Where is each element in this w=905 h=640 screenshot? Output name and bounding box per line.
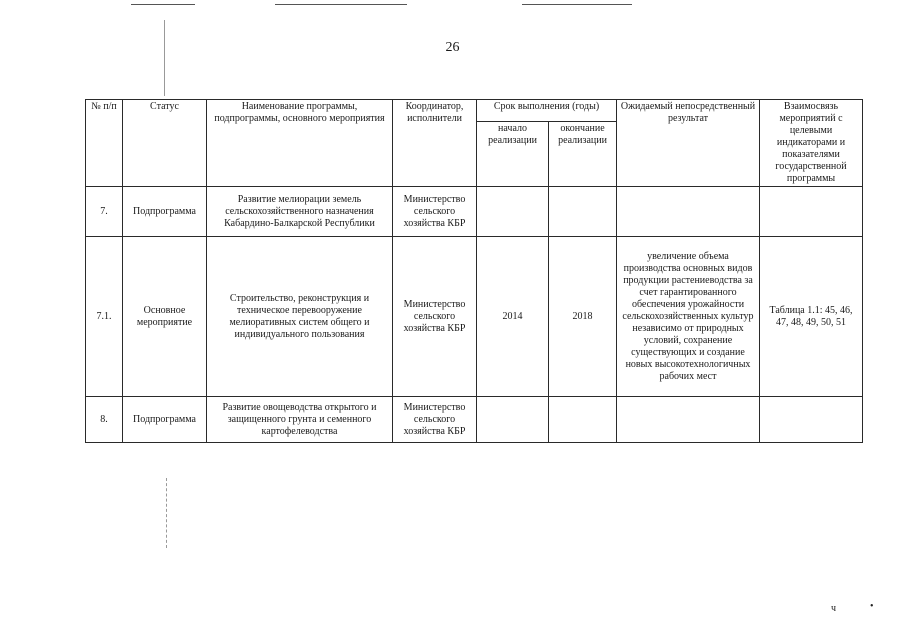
cell-result: увеличение объема производства основных видов продукции растениеводства за счет гарантированного обеспечения урожайности сельскохозяйственных культур независимо от природных условий, сохранение существующих и создание новых высокотехнологичных рабочих мест [617,237,760,397]
cell-num: 8. [86,397,123,443]
cell-num: 7. [86,187,123,237]
header-status: Статус [123,100,207,187]
cell-start: 2014 [477,237,549,397]
cell-name: Строительство, реконструкция и техническое перевооружение мелиоративных систем общего и индивидуального пользования [207,237,393,397]
cell-name: Развитие мелиорации земель сельскохозяйственного назначения Кабардино-Балкарской Республики [207,187,393,237]
cell-coordinator: Министерство сельского хозяйства КБР [393,237,477,397]
corner-mark: ч [831,603,837,614]
header-term-end: окончание реализации [549,122,617,187]
cell-coordinator: Министерство сельского хозяйства КБР [393,187,477,237]
program-table [85,99,863,443]
cell-result [617,187,760,237]
cell-status: Основное мероприятие [123,237,207,397]
scan-mark [164,20,165,96]
cell-num: 7.1. [86,237,123,397]
header-term-start: начало реализации [477,122,549,187]
table-row [86,397,863,443]
header-num: № п/п [86,100,123,187]
header-coordinator: Координатор, исполнители [393,100,477,187]
header-name: Наименование программы, подпрограммы, основного мероприятия [207,100,393,187]
page-number: 26 [445,40,460,55]
header-link: Взаимосвязь мероприятий с целевыми индикаторами и показателями государственной программы [760,100,863,187]
top-rule-2 [275,4,407,5]
cell-start [477,187,549,237]
cell-name: Развитие овощеводства открытого и защищенного грунта и семенного картофелеводства [207,397,393,443]
header-term: Срок выполнения (годы) [477,100,617,122]
cell-link [760,397,863,443]
corner-mark: • [870,601,874,612]
cell-end [549,397,617,443]
table-row [86,187,863,237]
cell-result [617,397,760,443]
header-row [86,100,863,122]
header-result: Ожидаемый непосредственный результат [617,100,760,187]
scan-mark [166,478,167,548]
cell-end: 2018 [549,237,617,397]
top-rule-3 [522,4,632,5]
cell-link: Таблица 1.1: 45, 46, 47, 48, 49, 50, 51 [760,237,863,397]
cell-end [549,187,617,237]
table-row [86,237,863,397]
cell-link [760,187,863,237]
cell-status: Подпрограмма [123,397,207,443]
cell-start [477,397,549,443]
cell-status: Подпрограмма [123,187,207,237]
top-rule-1 [131,4,195,5]
cell-coordinator: Министерство сельского хозяйства КБР [393,397,477,443]
